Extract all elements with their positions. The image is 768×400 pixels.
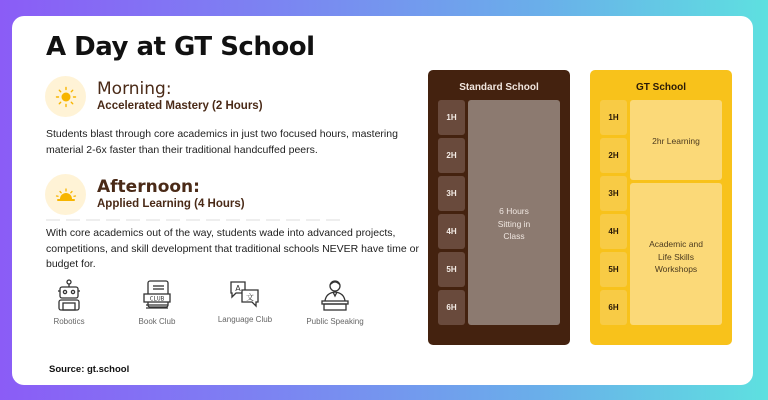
- hour-cell: 4H: [438, 214, 465, 249]
- hour-cell: 3H: [600, 176, 627, 211]
- hour-cell: 1H: [438, 100, 465, 135]
- hour-cell: 2H: [600, 138, 627, 173]
- activity-label: Robotics: [53, 317, 85, 326]
- hour-cell: 2H: [438, 138, 465, 173]
- speaker-podium-icon: [319, 279, 351, 311]
- translate-icon: [229, 279, 261, 309]
- afternoon-description: With core academics out of the way, students wade into advanced projects, competitions, and skill development that traditional schools NEVER have time or budget for.: [46, 227, 419, 270]
- source-caption: Source: gt.school: [49, 364, 130, 375]
- activity-label: Language Club: [217, 315, 273, 324]
- morning-heading: Morning:: [97, 79, 172, 99]
- schedule-block-workshops: Academic and Life Skills Workshops: [630, 183, 722, 325]
- schedule-block-sitting: 6 Hours Sitting in Class: [468, 100, 560, 325]
- hour-cell: 6H: [600, 290, 627, 325]
- hour-cell: 5H: [438, 252, 465, 287]
- hour-cell: 1H: [600, 100, 627, 135]
- afternoon-subheading: Applied Learning (4 Hours): [97, 198, 245, 210]
- activity-language-club: [205, 279, 285, 324]
- svg-text:CLUB: CLUB: [149, 295, 165, 303]
- activity-label: Book Club: [138, 317, 176, 326]
- infographic-card: [12, 16, 753, 385]
- afternoon-heading: Afternoon:: [97, 177, 200, 197]
- activity-public-speaking: [295, 279, 375, 326]
- sun-icon: [45, 76, 86, 117]
- schedule-block-learning: 2hr Learning: [630, 100, 722, 180]
- sunset-icon: [45, 174, 86, 215]
- hour-cell: 6H: [438, 290, 465, 325]
- column-title: Standard School: [459, 82, 539, 93]
- morning-subheading: Accelerated Mastery (2 Hours): [97, 100, 263, 112]
- standard-school-column: [428, 70, 570, 345]
- activity-robotics: [29, 279, 109, 326]
- activities-row: [42, 279, 392, 339]
- svg-text:文: 文: [246, 293, 254, 302]
- hour-cell: 4H: [600, 214, 627, 249]
- activity-book-club: [117, 279, 197, 326]
- hour-cell: 3H: [438, 176, 465, 211]
- gt-school-column: [590, 70, 732, 345]
- robot-icon: [54, 279, 84, 311]
- book-club-icon: [140, 279, 174, 311]
- hour-cell: 5H: [600, 252, 627, 287]
- morning-description: Students blast through core academics in just two focused hours, mastering material 2-6x faster than their traditional handcuffed peers.: [46, 128, 398, 156]
- column-title: GT School: [636, 82, 686, 93]
- svg-text:A: A: [235, 284, 241, 293]
- clipped-text-artifact: [46, 219, 346, 221]
- page-title: A Day at GT School: [46, 32, 315, 62]
- activity-label: Public Speaking: [306, 317, 364, 326]
